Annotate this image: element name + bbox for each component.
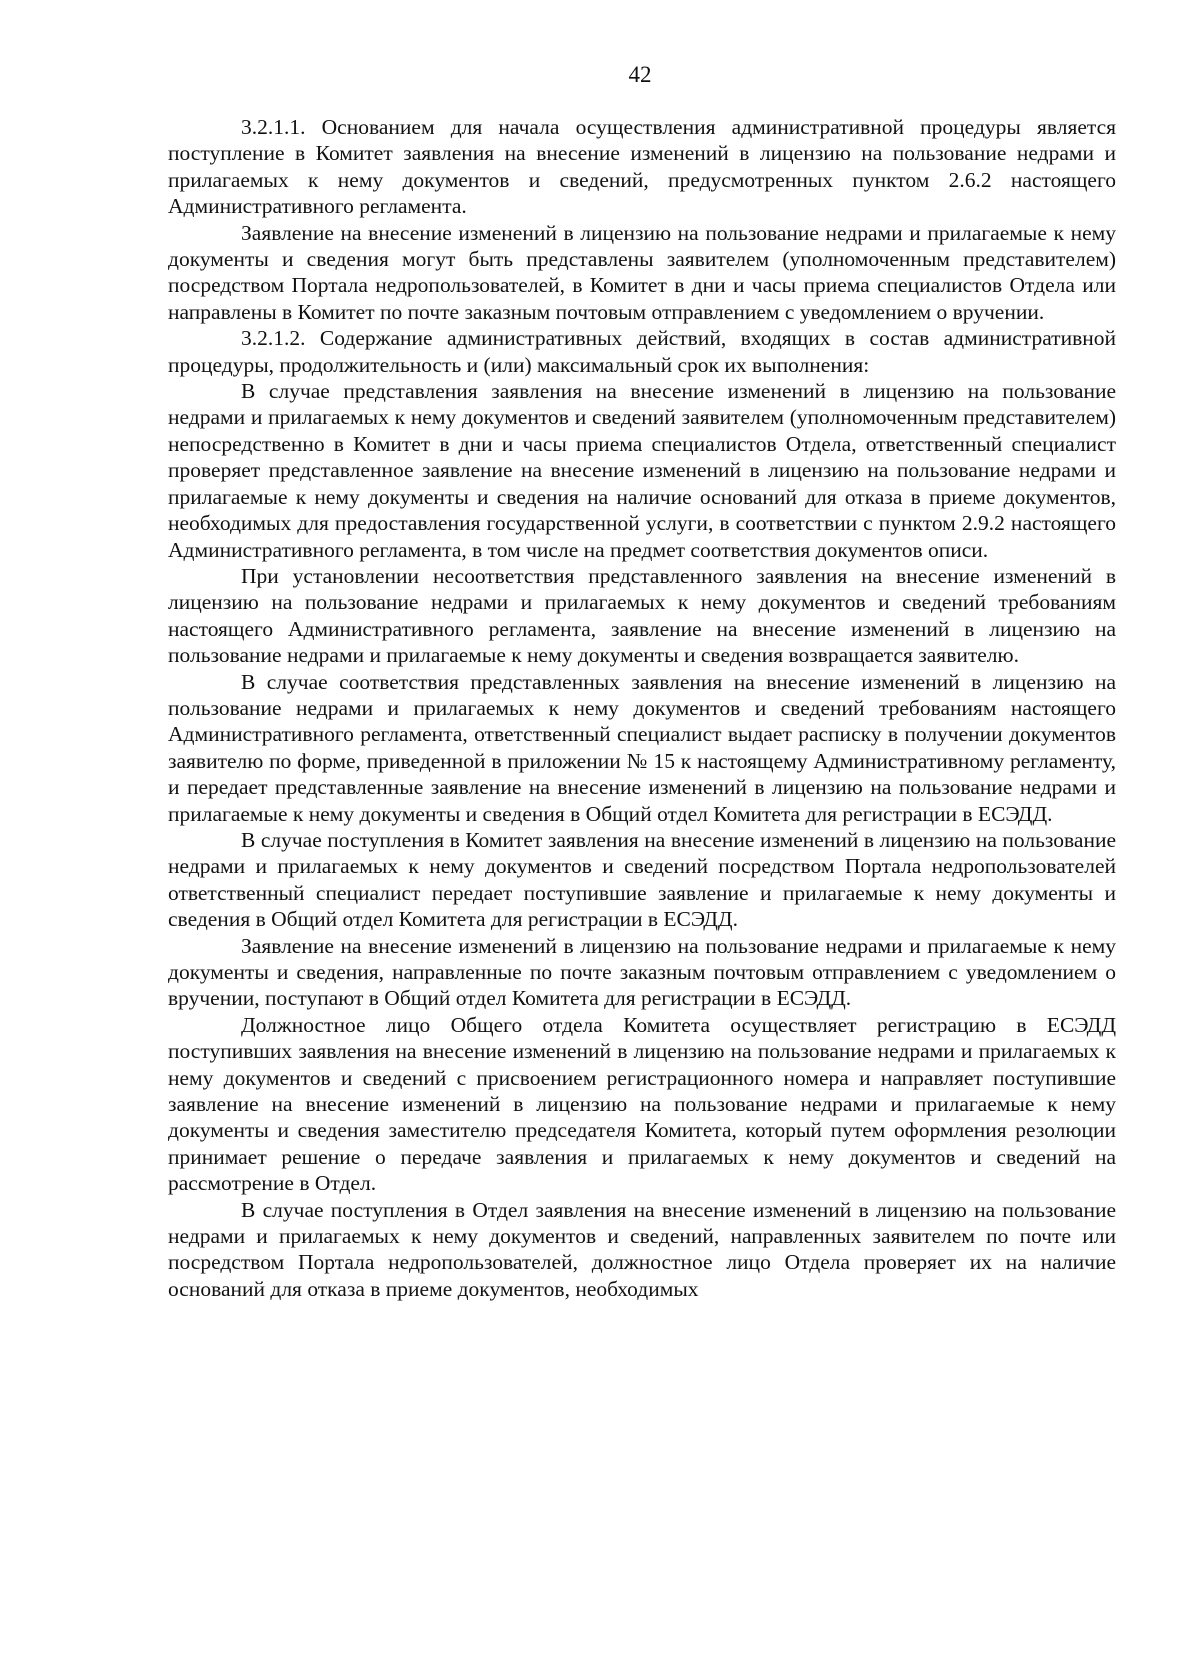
paragraph-noncompliance: При установлении несоответствия представленного заявления на внесение изменений в лицензию на пользование недрами и прилагаемых к нему документов и сведений требованиям настоящего Административного регламента, заявление на внесение изменений в лицензию на пользование недрами и прилагаемые к нему документы и сведения возвращается заявителю. [168, 563, 1116, 668]
document-body [168, 114, 1116, 1302]
paragraph-portal-submission: В случае поступления в Комитет заявления на внесение изменений в лицензию на пользование недрами и прилагаемых к нему документов и сведений посредством Портала недропользователей ответственный специалист передает поступившие заявление и прилагаемые к нему документы и сведения в Общий отдел Комитета для регистрации в ЕСЭДД. [168, 827, 1116, 932]
paragraph-department-review: В случае поступления в Отдел заявления на внесение изменений в лицензию на пользование недрами и прилагаемых к нему документов и сведений, направленных заявителем по почте или посредством Портала недропользователей, должностное лицо Отдела проверяет их на наличие оснований для отказа в приеме документов, необходимых [168, 1197, 1116, 1301]
paragraph-3-2-1-1: 3.2.1.1. Основанием для начала осуществления административной процедуры является поступление в Комитет заявления на внесение изменений в лицензию на пользование недрами и прилагаемых к нему документов и сведений, предусмотренных пунктом 2.6.2 настоящего Административного регламента. [168, 115, 1116, 219]
paragraph-compliance: В случае соответствия представленных заявления на внесение изменений в лицензию на пользование недрами и прилагаемых к нему документов и сведений требованиям настоящего Административного регламента, ответственный специалист выдает расписку в получении документов заявителю по форме, приведенной в приложении № 15 к настоящему Административному регламенту, и передает представленные заявление на внесение изменений в лицензию на пользование недрами и прилагаемые к нему документы и сведения в Общий отдел Комитета для регистрации в ЕСЭДД. [168, 669, 1116, 826]
paragraph-in-person-submission: В случае представления заявления на внесение изменений в лицензию на пользование недрами и прилагаемых к нему документов и сведений заявителем (уполномоченным представителем) непосредственно в Комитет в дни и часы приема специалистов Отдела, ответственный специалист проверяет представленное заявление на внесение изменений в лицензию на пользование недрами и прилагаемые к нему документы и сведения на наличие оснований для отказа в приеме документов, необходимых для предоставления государственной услуги, в соответствии с пунктом 2.9.2 настоящего Административного регламента, в том числе на предмет соответствия документов описи. [168, 379, 1116, 562]
paragraph-registration: Должностное лицо Общего отдела Комитета осуществляет регистрацию в ЕСЭДД поступивших заявления на внесение изменений в лицензию на пользование недрами и прилагаемых к нему документов и сведений с присвоением регистрационного номера и направляет поступившие заявление на внесение изменений в лицензию на пользование недрами и прилагаемые к нему документы и сведения заместителю председателя Комитета, который путем оформления резолюции принимает решение о передаче заявления и прилагаемых к нему документов и сведений на рассмотрение в Отдел. [168, 1012, 1116, 1196]
paragraph-3-2-1-2: 3.2.1.2. Содержание административных действий, входящих в состав административной процедуры, продолжительность и (или) максимальный срок их выполнения: [168, 326, 1116, 377]
paragraph-postal-submission: Заявление на внесение изменений в лицензию на пользование недрами и прилагаемые к нему документы и сведения, направленные по почте заказным почтовым отправлением с уведомлением о вручении, поступают в Общий отдел Комитета для регистрации в ЕСЭДД. [168, 933, 1116, 1011]
page-number: 42 [628, 62, 652, 87]
paragraph-submission-methods: Заявление на внесение изменений в лицензию на пользование недрами и прилагаемые к нему документы и сведения могут быть представлены заявителем (уполномоченным представителем) посредством Портала недропользователей, в Комитет в дни и часы приема специалистов Отдела или направлены в Комитет по почте заказным почтовым отправлением с уведомлением о вручении. [168, 220, 1116, 324]
